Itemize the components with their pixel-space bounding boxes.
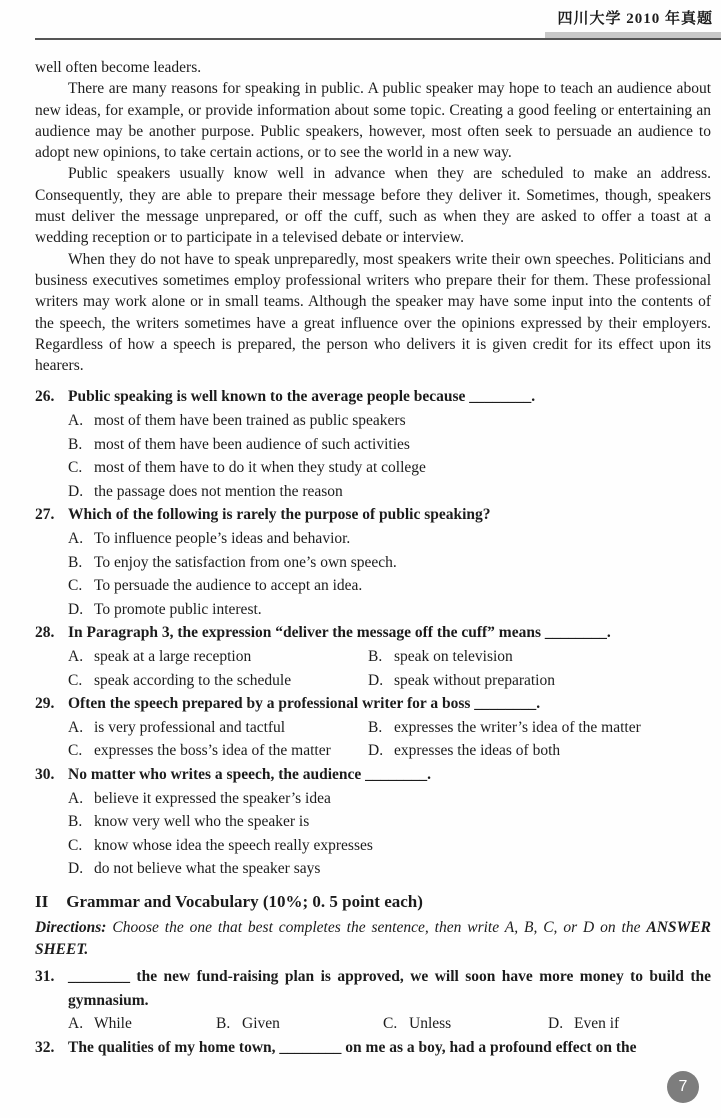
option-c [68,456,711,480]
question-28-options [35,645,711,692]
option-letter: D. [368,742,384,760]
option-letter: C. [68,459,83,477]
question-30 [35,763,711,881]
question-26-options [35,409,711,503]
option-d [368,739,711,763]
option-text: expresses the boss’s idea of the matter [94,742,331,760]
option-text: believe it expressed the speaker’s idea [94,789,331,807]
option-c [68,669,368,693]
option-text: While [94,1015,132,1033]
option-text: Unless [409,1015,452,1033]
page-number: 7 [678,1078,688,1095]
option-text: know very well who the speaker is [94,813,310,831]
option-a [68,716,368,740]
option-letter: C. [383,1015,398,1033]
option-text: most of them have to do it when they study at college [94,459,426,477]
question-31-stem [35,965,711,1012]
option-letter: D. [68,860,84,878]
question-27-stem [35,503,711,527]
option-text: Given [242,1015,280,1033]
page-number-badge [667,1071,699,1103]
option-letter: A. [68,789,84,807]
question-26-stem [35,385,711,409]
question-29-options [35,716,711,763]
question-29-stem [35,692,711,716]
option-text: the passage does not mention the reason [94,482,343,500]
option-letter: A. [68,718,84,736]
option-b [68,433,711,457]
question-stem-text: ________ the new fund-raising plan is approved, we will soon have more money to build the gymnasium. [68,967,711,1009]
option-text: Even if [574,1015,620,1033]
question-31 [35,965,711,1036]
option-text: speak without preparation [394,671,555,689]
option-letter: A. [68,530,84,548]
option-c [68,574,711,598]
section-2-heading [35,888,711,915]
option-d [68,598,711,622]
question-stem-text: Which of the following is rarely the purpose of public speaking? [68,506,491,524]
option-letter: A. [68,1015,84,1033]
question-number: 32. [35,1038,55,1056]
option-b [68,551,711,575]
option-text: speak at a large reception [94,647,252,665]
option-text: speak on television [394,647,513,665]
option-letter: C. [68,836,83,854]
option-text: expresses the writer’s idea of the matter [394,718,641,736]
option-letter: B. [68,813,83,831]
option-letter: B. [68,553,83,571]
passage-paragraph-3: When they do not have to speak unpreparedly, most speakers write their own speeches. Politicians and business executives sometimes employ professional writers who prepare their for them. These professional writers may work alone or in small teams. Although the speaker may have some input into the contents of the speech, the writers sometimes have a great influence over the opinions expressed by their employers. Regardless of how a speech is prepared, the person who delivers it is given credit for its effect upon its hearers. [35,250,711,375]
question-27-options [35,527,711,621]
passage-continuation-line: well often become leaders. [35,59,202,76]
option-letter: B. [216,1015,231,1033]
question-stem-text: The qualities of my home town, ________ on me as a boy, had a profound effect on the [68,1038,637,1056]
passage-paragraph-2: Public speakers usually know well in advance when they are scheduled to make an address. Consequently, they are able to prepare their message before they deliver it. Sometimes, though, speakers must deliver the message unprepared, or off the cuff, such as when they are asked to offer a toast at a wedding reception or to participate in a televised debate or interview. [35,165,711,247]
option-d [548,1012,711,1036]
option-text: know whose idea the speech really expresses [94,836,373,854]
question-28-stem [35,621,711,645]
option-b [368,645,711,669]
section-title: Grammar and Vocabulary (10%; 0. 5 point each) [66,891,423,911]
question-number: 29. [35,695,55,713]
question-stem-text: No matter who writes a speech, the audience ________. [68,765,432,783]
question-27 [35,503,711,621]
option-text: To persuade the audience to accept an idea. [94,577,363,595]
option-letter: D. [68,600,84,618]
option-letter: B. [68,435,83,453]
option-letter: C. [68,577,83,595]
directions-emphasis: ANSWER SHEET. [35,918,711,959]
option-letter: B. [368,647,383,665]
option-letter: D. [68,482,84,500]
question-30-options [35,787,711,881]
option-d [368,669,711,693]
option-a [68,787,711,811]
option-letter: C. [68,671,83,689]
directions-body: Choose the one that best completes the sentence, then write A, B, C, or D on the [106,918,647,936]
question-number: 31. [35,967,55,985]
question-number: 26. [35,388,55,406]
option-text: expresses the ideas of both [394,742,561,760]
header-rule [35,32,721,40]
reading-passage [35,57,711,376]
question-31-options [35,1012,711,1036]
option-a [68,645,368,669]
section-numeral: II [35,891,49,911]
option-text: most of them have been audience of such activities [94,435,410,453]
question-30-stem [35,763,711,787]
option-b [216,1012,383,1036]
option-letter: D. [368,671,384,689]
option-text: most of them have been trained as public speakers [94,412,406,430]
option-text: To promote public interest. [94,600,262,618]
reading-questions [35,385,711,1059]
question-number: 28. [35,624,55,642]
option-text: To influence people’s ideas and behavior. [94,530,351,548]
option-b [68,810,711,834]
question-32-stem [35,1036,711,1060]
option-text: speak according to the schedule [94,671,292,689]
option-text: To enjoy the satisfaction from one’s own speech. [94,553,397,571]
option-d [68,480,711,504]
question-26 [35,385,711,503]
header-title: 四川大学 2010 年真题 [557,11,713,27]
question-29 [35,692,711,763]
option-b [368,716,711,740]
option-letter: B. [368,718,383,736]
option-c [383,1012,548,1036]
option-d [68,857,711,881]
passage-paragraph-1: There are many reasons for speaking in public. A public speaker may hope to teach an audience about new ideas, for example, or provide information about some topic. Creating a good feeling or entertaining an audience may be another purpose. Public speakers, however, most often seek to persuade an audience to adopt new opinions, to take certain actions, or to see the world in a new way. [35,80,711,162]
question-28 [35,621,711,692]
option-c [68,739,368,763]
section-2-directions [35,917,711,962]
option-letter: A. [68,412,84,430]
page-header [0,0,721,40]
question-32 [35,1036,711,1060]
option-letter: A. [68,647,84,665]
option-text: is very professional and tactful [94,718,286,736]
option-a [68,1012,216,1036]
option-text: do not believe what the speaker says [94,860,321,878]
directions-label: Directions: [35,918,107,936]
option-a [68,409,711,433]
question-number: 27. [35,506,55,524]
option-letter: D. [548,1015,564,1033]
question-stem-text: Public speaking is well known to the average people because ________. [68,388,536,406]
option-letter: C. [68,742,83,760]
option-c [68,834,711,858]
question-stem-text: Often the speech prepared by a professional writer for a boss ________. [68,695,541,713]
question-number: 30. [35,765,55,783]
option-a [68,527,711,551]
page-content [0,40,721,1059]
header-accent-bar [545,32,721,38]
question-stem-text: In Paragraph 3, the expression “deliver the message off the cuff” means ________. [68,624,611,642]
